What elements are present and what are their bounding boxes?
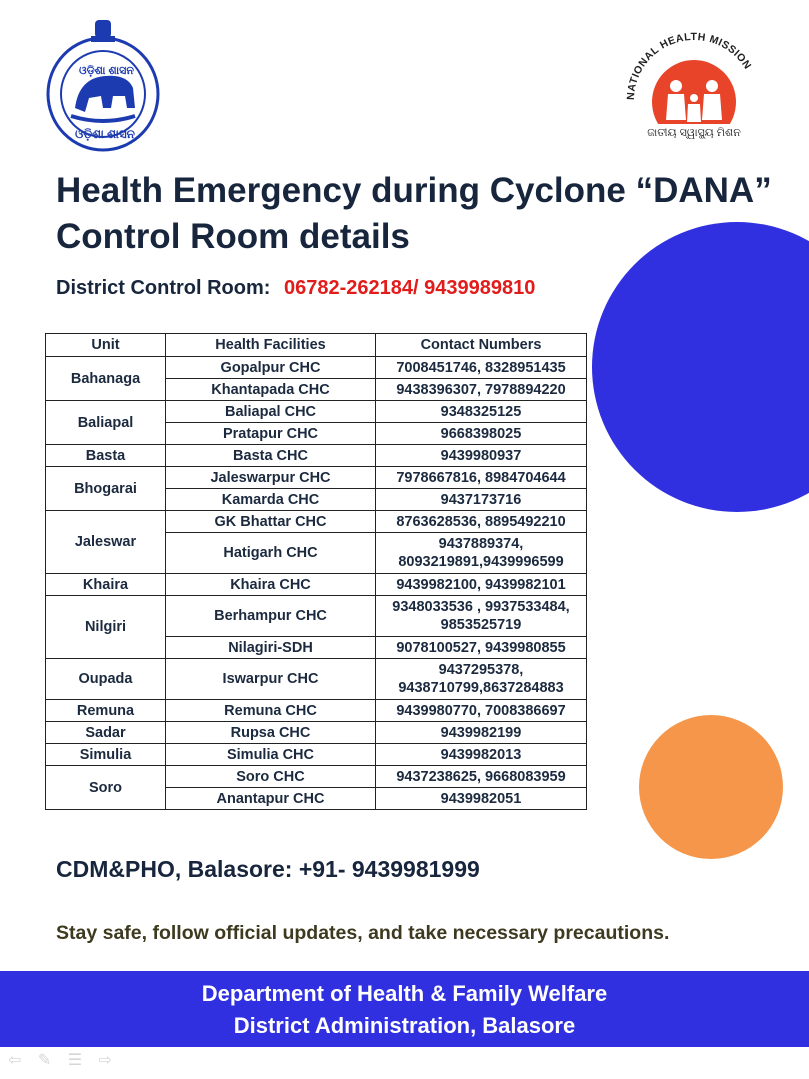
facility-cell: Pratapur CHC [166,423,376,445]
menu-icon[interactable]: ☰ [67,1052,83,1069]
facility-cell: Jaleswarpur CHC [166,467,376,489]
contact-cell: 7978667816, 8984704644 [376,467,587,489]
svg-text:NATIONAL HEALTH MISSION: NATIONAL HEALTH MISSION [624,30,754,101]
facility-cell: Rupsa CHC [166,722,376,744]
table-row [46,401,587,423]
table-row [46,357,587,379]
table-row [46,445,587,467]
page-title [56,168,776,260]
contact-cell: 9438396307, 7978894220 [376,379,587,401]
facility-cell: Iswarpur CHC [166,659,376,700]
contact-cell: 9439982199 [376,722,587,744]
facility-cell: Nilagiri-SDH [166,637,376,659]
table-row [46,659,587,700]
facility-cell: Gopalpur CHC [166,357,376,379]
cdm-pho-contact: CDM&PHO, Balasore: +91- 9439981999 [56,856,480,882]
contact-cell: 9668398025 [376,423,587,445]
header-contacts: Contact Numbers [376,334,587,357]
facility-cell: Remuna CHC [166,700,376,722]
header-facilities: Health Facilities [166,334,376,357]
title-line-2: Control Room details [56,217,410,256]
contact-cell: 9078100527, 9439980855 [376,637,587,659]
svg-text:ଓଡ଼ିଶା ଶାସନ: ଓଡ଼ିଶା ଶାସନ [79,65,134,77]
contact-cell: 9439982051 [376,788,587,810]
facility-cell: Hatigarh CHC [166,533,376,574]
contact-cell: 7008451746, 8328951435 [376,357,587,379]
unit-cell: Baliapal [46,401,166,445]
slide-navigation [8,1050,138,1072]
title-line-1: Health Emergency during Cyclone “DANA” [56,171,772,210]
unit-cell: Bhogarai [46,467,166,511]
district-control-label: District Control Room: [56,277,271,299]
table-row [46,744,587,766]
unit-cell: Bahanaga [46,357,166,401]
table-row [46,700,587,722]
unit-cell: Sadar [46,722,166,744]
table-row [46,574,587,596]
facility-cell: Berhampur CHC [166,596,376,637]
pen-icon[interactable]: ✎ [37,1052,52,1069]
facility-cell: Soro CHC [166,766,376,788]
facility-cell: Simulia CHC [166,744,376,766]
unit-cell: Simulia [46,744,166,766]
facility-cell: Baliapal CHC [166,401,376,423]
blue-circle-decoration [590,222,809,512]
unit-cell: Soro [46,766,166,810]
next-slide-icon[interactable]: ⇨ [98,1052,112,1069]
unit-cell: Khaira [46,574,166,596]
contact-cell: 9348033536 , 9937533484, 9853525719 [376,596,587,637]
contact-cell: 9437889374, 8093219891,9439996599 [376,533,587,574]
svg-text:ଓଡ଼ିଶା ଶାସନ: ଓଡ଼ିଶା ଶାସନ [75,127,135,141]
contact-cell: 9439982013 [376,744,587,766]
nhm-logo [624,28,764,140]
unit-cell: Jaleswar [46,511,166,574]
svg-text:ଜାତୀୟ ସ୍ୱାସ୍ଥ୍ୟ ମିଶନ: ଜାତୀୟ ସ୍ୱାସ୍ଥ୍ୟ ମିଶନ [647,127,741,139]
district-control-numbers: 06782-262184/ 9439989810 [284,277,536,299]
contact-cell: 9348325125 [376,401,587,423]
table-row [46,766,587,788]
facility-cell: GK Bhattar CHC [166,511,376,533]
footer-line-1: Department of Health & Family Welfare [201,981,608,1006]
contact-cell: 9439982100, 9439982101 [376,574,587,596]
district-control-room [56,277,535,300]
safety-message: Stay safe, follow official updates, and take necessary precautions. [56,922,670,944]
contact-cell: 8763628536, 8895492210 [376,511,587,533]
table-row [46,722,587,744]
header-unit: Unit [46,334,166,357]
facility-cell: Khaira CHC [166,574,376,596]
facility-cell: Anantapur CHC [166,788,376,810]
contacts-table [45,333,587,810]
contact-cell: 9439980770, 7008386697 [376,700,587,722]
table-row [46,511,587,533]
odisha-emblem-logo [43,16,163,154]
unit-cell: Remuna [46,700,166,722]
table-row [46,596,587,637]
prev-slide-icon[interactable]: ⇦ [8,1052,22,1069]
unit-cell: Oupada [46,659,166,700]
facility-cell: Kamarda CHC [166,489,376,511]
table-row [46,467,587,489]
contact-cell: 9437173716 [376,489,587,511]
contact-cell: 9439980937 [376,445,587,467]
footer-banner [0,971,809,1047]
orange-circle-decoration [638,714,784,860]
contact-cell: 9437295378, 9438710799,8637284883 [376,659,587,700]
facility-cell: Basta CHC [166,445,376,467]
unit-cell: Nilgiri [46,596,166,659]
footer-line-2: District Administration, Balasore [233,1013,576,1038]
contact-cell: 9437238625, 9668083959 [376,766,587,788]
facility-cell: Khantapada CHC [166,379,376,401]
table-header-row [46,334,587,357]
unit-cell: Basta [46,445,166,467]
